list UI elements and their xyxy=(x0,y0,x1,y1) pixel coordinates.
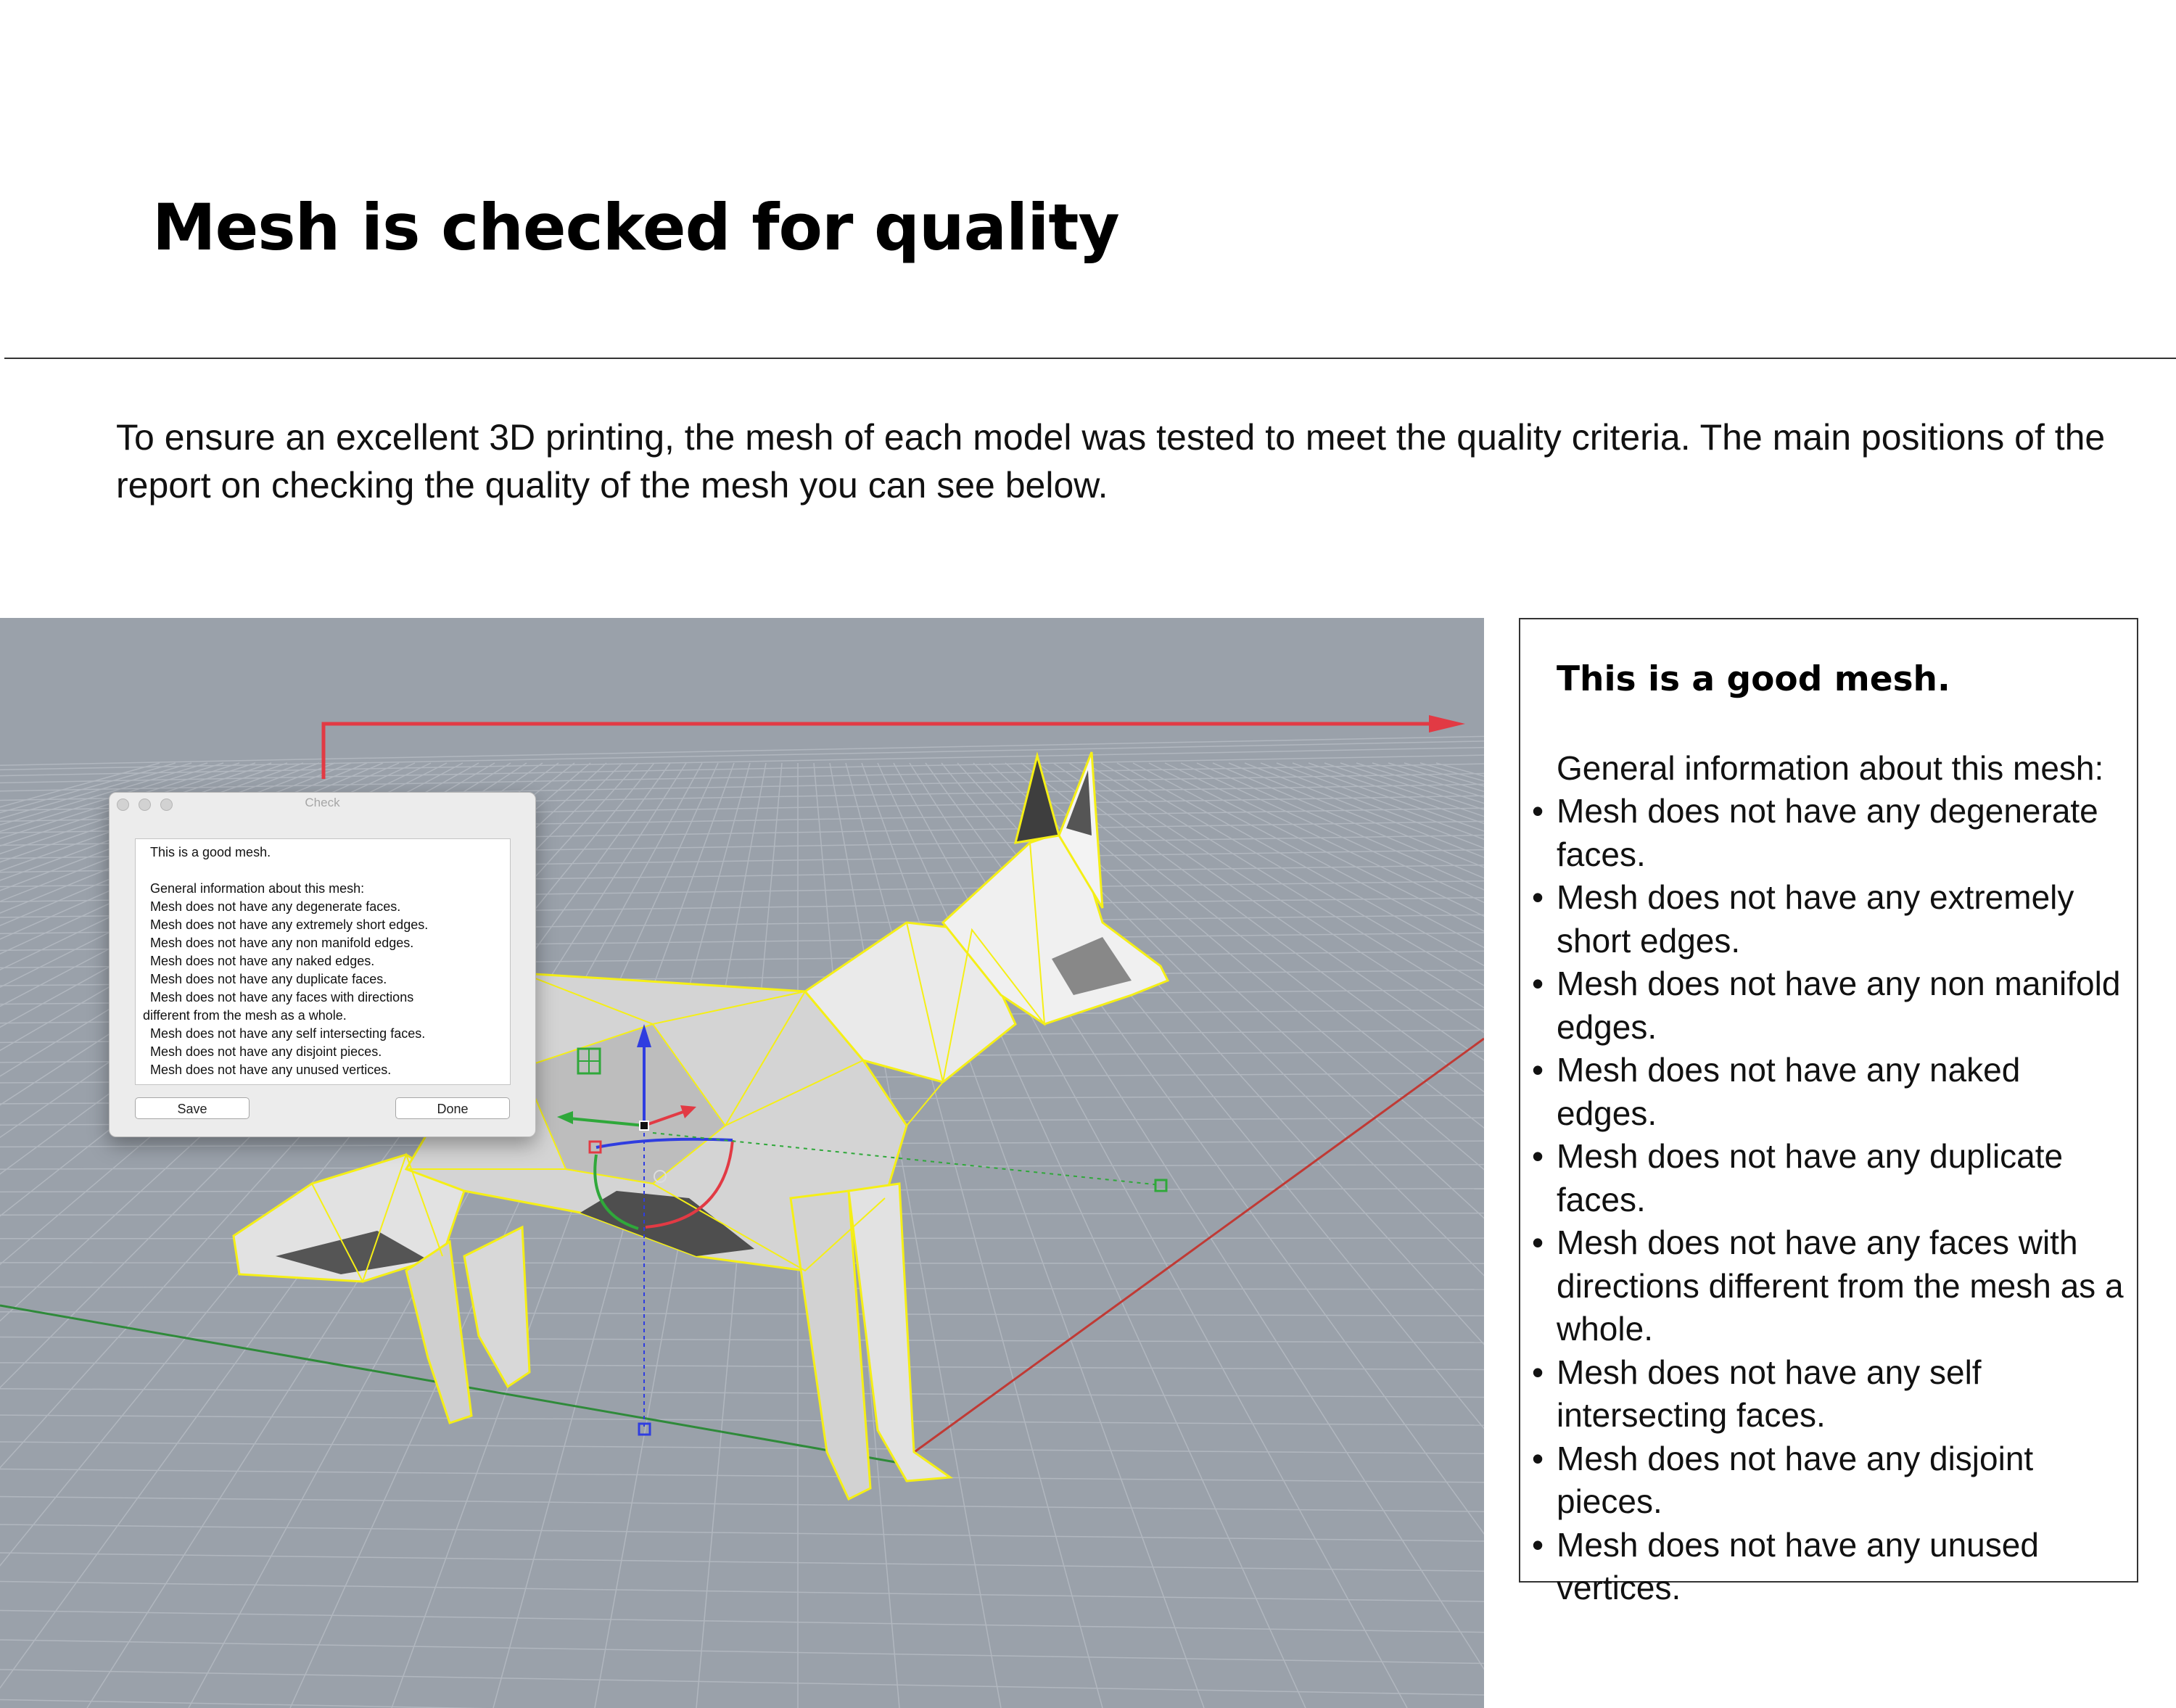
bullet-icon: • xyxy=(1532,1353,1544,1391)
grid-line xyxy=(0,1670,1484,1695)
grid-line xyxy=(1181,763,1484,1708)
ear-left xyxy=(1015,756,1059,843)
report-line: Mesh does not have any duplicate faces. xyxy=(150,972,387,986)
done-button[interactable]: Done xyxy=(395,1097,510,1119)
grid-line xyxy=(0,736,1484,765)
grid-line xyxy=(1420,763,1484,1708)
intro-text: To ensure an excellent 3D printing, the mesh of each model was tested to meet the quality criteria. The main positions of the report on checking the quality of the mesh you can see below. xyxy=(116,417,2106,506)
3d-viewport[interactable] xyxy=(0,618,1484,1708)
panel-list xyxy=(1532,790,2127,1610)
grid-line xyxy=(1340,763,1484,1708)
list-item xyxy=(1532,1351,2127,1437)
list-item-text: Mesh does not have any unused vertices. xyxy=(1557,1525,2039,1606)
panel-title: This is a good mesh. xyxy=(1557,659,1950,699)
grid-line xyxy=(1356,763,1484,1708)
grid-line xyxy=(0,1363,1484,1370)
report-line: Mesh does not have any disjoint pieces. xyxy=(150,1044,382,1059)
list-item xyxy=(1532,962,2127,1049)
grid-line xyxy=(1213,763,1484,1708)
report-line: different from the mesh as a whole. xyxy=(143,1008,347,1023)
grid-line xyxy=(1293,763,1484,1708)
list-item-text: Mesh does not have any duplicate faces. xyxy=(1557,1137,2064,1218)
list-item xyxy=(1532,790,2127,876)
grid-line xyxy=(1229,763,1484,1708)
panel-general: General information about this mesh: xyxy=(1557,749,2104,787)
grid-line xyxy=(0,1287,1484,1290)
list-item xyxy=(1532,1135,2127,1221)
grid-line xyxy=(0,1496,1484,1511)
list-item xyxy=(1532,1221,2127,1351)
bullet-icon: • xyxy=(1532,1051,1544,1089)
grid-line xyxy=(1245,763,1484,1708)
gizmo-handle-center[interactable] xyxy=(640,1121,648,1130)
grid-line xyxy=(1261,763,1484,1708)
list-item-text: Mesh does not have any extremely short edges. xyxy=(1557,878,2074,960)
bullet-icon: • xyxy=(1532,1525,1544,1564)
report-line: Mesh does not have any faces with directions xyxy=(150,990,414,1004)
list-item-text: Mesh does not have any faces with directions different from the mesh as a whole. xyxy=(1557,1224,2124,1348)
leg-back-right xyxy=(464,1227,529,1387)
grid-line xyxy=(0,1611,1484,1633)
grid-line xyxy=(0,1699,1484,1708)
page-title: Mesh is checked for quality xyxy=(152,190,1119,265)
report-textbox[interactable] xyxy=(135,838,511,1085)
grid-line xyxy=(1101,763,1484,1708)
report-line: Mesh does not have any unused vertices. xyxy=(150,1063,392,1077)
grid-line xyxy=(0,1389,1484,1398)
divider xyxy=(4,358,2176,359)
list-item xyxy=(1532,1437,2127,1524)
grid-line xyxy=(0,1640,1484,1664)
dialog-title: Check xyxy=(305,796,340,809)
grid-line xyxy=(0,1442,1484,1453)
report-line: Mesh does not have any extremely short edges. xyxy=(150,917,429,932)
save-button[interactable]: Save xyxy=(135,1097,250,1119)
bullet-icon: • xyxy=(1532,1224,1544,1261)
grid-line xyxy=(1069,763,1484,1708)
grid-line xyxy=(0,741,1484,770)
info-panel xyxy=(1519,618,2138,1606)
list-item-text: Mesh does not have any naked edges. xyxy=(1557,1051,2021,1132)
bullet-icon: • xyxy=(1532,965,1544,1002)
grid-line xyxy=(0,1582,1484,1602)
grid-line xyxy=(1309,763,1484,1708)
grid-line xyxy=(0,1415,1484,1425)
list-item xyxy=(1532,1524,2127,1610)
list-item-text: Mesh does not have any degenerate faces. xyxy=(1557,792,2098,873)
bullet-icon: • xyxy=(1532,792,1544,830)
dialog-titlebar[interactable] xyxy=(110,793,535,813)
report-line: Mesh does not have any self intersecting faces. xyxy=(150,1026,426,1041)
report-line: Mesh does not have any degenerate faces. xyxy=(150,899,401,914)
report-line: Mesh does not have any naked edges. xyxy=(150,954,375,968)
list-item xyxy=(1532,876,2127,962)
grid-line xyxy=(0,1525,1484,1541)
list-item-text: Mesh does not have any non manifold edges. xyxy=(1557,965,2121,1046)
grid-line xyxy=(0,1337,1484,1342)
report-line: Mesh does not have any non manifold edges. xyxy=(150,936,414,950)
list-item-text: Mesh does not have any self intersecting faces. xyxy=(1557,1353,1982,1434)
check-dialog[interactable] xyxy=(109,792,536,1137)
grid-line xyxy=(1197,763,1484,1708)
report-title: This is a good mesh. xyxy=(150,845,271,859)
world-x-axis xyxy=(899,1039,1484,1463)
list-item-text: Mesh does not have any disjoint pieces. xyxy=(1557,1439,2034,1520)
grid-line xyxy=(1372,763,1484,1708)
grid-line xyxy=(0,1553,1484,1571)
grid-line xyxy=(0,748,1484,776)
report-general: General information about this mesh: xyxy=(150,881,365,896)
viewport-scene xyxy=(0,618,1484,1708)
grid-line xyxy=(0,1312,1484,1316)
grid-line xyxy=(1085,763,1484,1708)
bullet-icon: • xyxy=(1532,878,1544,916)
leg-back-left xyxy=(406,1242,471,1423)
grid-line xyxy=(1277,763,1484,1708)
list-item xyxy=(1532,1049,2127,1135)
bullet-icon: • xyxy=(1532,1439,1544,1477)
callout-arrow-head xyxy=(1429,715,1465,733)
bullet-icon: • xyxy=(1532,1137,1544,1175)
grid-line xyxy=(0,1469,1484,1482)
